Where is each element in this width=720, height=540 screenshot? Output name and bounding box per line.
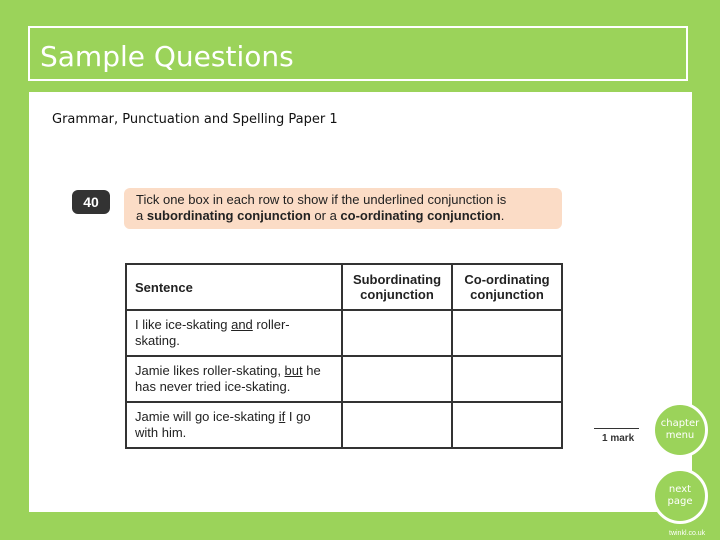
subordinating-tick-box[interactable] <box>342 356 452 402</box>
coordinating-tick-box[interactable] <box>452 402 562 448</box>
table-row <box>126 356 562 402</box>
subordinating-term: subordinating conjunction <box>146 208 311 223</box>
chapter-menu-button[interactable] <box>652 402 708 458</box>
header-sentence: Sentence <box>126 264 342 310</box>
chapter-menu-label: chapter menu <box>660 418 700 441</box>
underlined-conjunction: but <box>284 363 303 378</box>
header-subordinating: Subordinating conjunction <box>342 264 452 310</box>
instruction-line-2 <box>136 208 550 224</box>
paper-subtitle: Grammar, Punctuation and Spelling Paper 1 <box>52 112 338 127</box>
mark-divider <box>594 428 639 429</box>
footer-credit: twinkl.co.uk <box>669 530 706 537</box>
instruction-text: . <box>500 208 505 223</box>
content-panel <box>29 92 692 512</box>
coordinating-tick-box[interactable] <box>452 356 562 402</box>
header-coordinating: Co-ordinating conjunction <box>452 264 562 310</box>
coordinating-term: co-ordinating conjunction <box>340 208 501 223</box>
subordinating-tick-box[interactable] <box>342 310 452 356</box>
sentence-cell: Jamie likes roller-skating, but he has never tried ice-skating. <box>126 356 342 402</box>
sentence-cell: Jamie will go ice-skating if I go with him. <box>126 402 342 448</box>
table-row <box>126 402 562 448</box>
question-number-badge: 40 <box>72 190 110 214</box>
answer-table <box>125 263 563 449</box>
next-page-label: next page <box>667 484 693 507</box>
sentence-cell: I like ice-skating and roller-skating. <box>126 310 342 356</box>
instruction-text: a <box>136 208 147 223</box>
subordinating-tick-box[interactable] <box>342 402 452 448</box>
mark-label: 1 mark <box>602 433 635 444</box>
next-page-button[interactable] <box>652 468 708 524</box>
table-header-row <box>126 264 562 310</box>
coordinating-tick-box[interactable] <box>452 310 562 356</box>
title-box <box>28 26 688 81</box>
underlined-conjunction: and <box>231 317 253 332</box>
question-instruction <box>124 188 562 229</box>
instruction-text: or a <box>310 208 341 223</box>
underlined-conjunction: if <box>278 409 286 424</box>
page-title: Sample Questions <box>40 40 294 73</box>
table-row <box>126 310 562 356</box>
instruction-line-1: Tick one box in each row to show if the underlined conjunction is <box>136 192 507 207</box>
